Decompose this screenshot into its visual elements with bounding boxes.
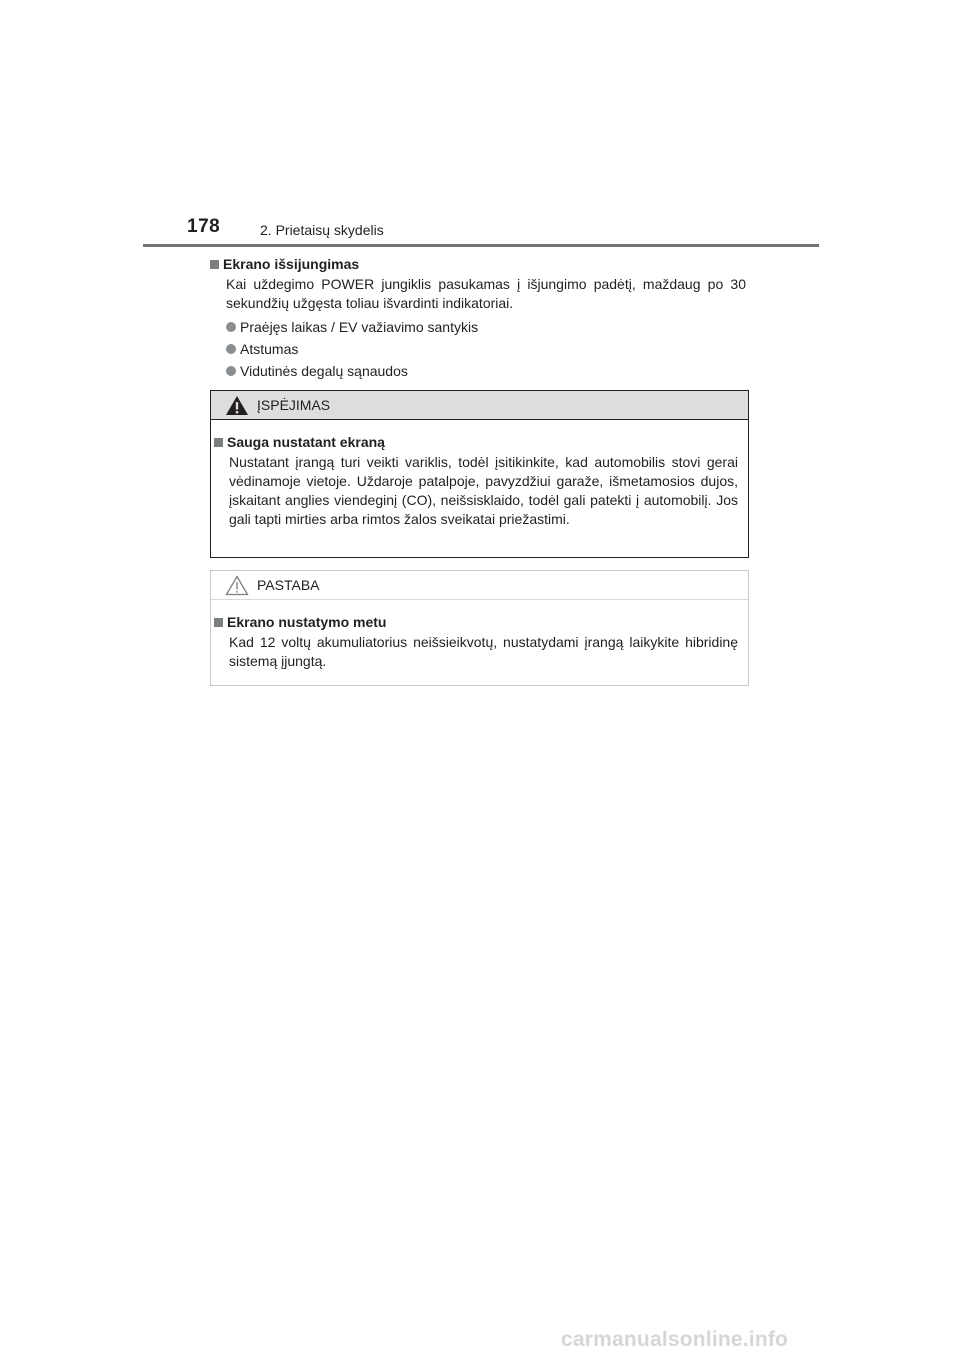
warning-subtitle-row: [214, 434, 748, 450]
bullet-list: [226, 316, 746, 382]
list-item: [226, 316, 746, 338]
note-box: [210, 570, 749, 686]
list-item-text: Praėjęs laikas / EV važiavimo santykis: [240, 319, 479, 335]
warning-header: [211, 391, 748, 420]
section-title: Ekrano išsijungimas: [223, 256, 360, 272]
header-rule: [143, 244, 819, 247]
list-item: [226, 360, 746, 382]
bullet-dot-icon: [226, 322, 236, 332]
list-item-text: Atstumas: [240, 341, 299, 357]
square-marker-icon: [214, 618, 223, 627]
note-text: Kad 12 voltų akumuliatorius neišsieikvotų, nustatydami įrangą laikykite hibridinę sistemą įjungtą.: [229, 634, 738, 669]
caution-outline-icon: [225, 575, 249, 596]
list-item: [226, 338, 746, 360]
section-heading: [210, 256, 359, 272]
section-paragraph: Kai uždegimo POWER jungiklis pasukamas į išjungimo padėtį, maždaug po 30 sekundžių užgęsta toliau išvardinti indikatoriai.: [226, 276, 746, 311]
chapter-title: 2. Prietaisų skydelis: [260, 222, 384, 238]
watermark: carmanualsonline.info: [561, 1328, 789, 1351]
warning-subtitle: Sauga nustatant ekraną: [227, 434, 385, 450]
warning-triangle-icon: [225, 395, 249, 416]
list-item-text: Vidutinės degalų sąnaudos: [240, 363, 408, 379]
bullet-dot-icon: [226, 344, 236, 354]
note-subtitle: Ekrano nustatymo metu: [227, 614, 387, 630]
note-label: PASTABA: [257, 577, 320, 593]
warning-box: [210, 390, 749, 558]
warning-label: ĮSPĖJIMAS: [257, 397, 331, 413]
square-marker-icon: [214, 438, 223, 447]
note-subtitle-row: [214, 614, 748, 630]
bullet-dot-icon: [226, 366, 236, 376]
page-number: 178: [187, 216, 221, 237]
square-marker-icon: [210, 260, 219, 269]
warning-text: Nustatant įrangą turi veikti variklis, todėl įsitikinkite, kad automobilis stovi gerai vėdinamoje vietoje. Uždaroje patalpoje, pavyzdžiui garaže, išmetamosios dujos, įskaitant anglies viendeginį (CO), neišsisklaido, todėl gali patekti į automobilį. Jos gali tapti mirties arba rimtos žalos sveikatai priežastimi.: [229, 454, 738, 527]
note-header: [211, 571, 748, 600]
